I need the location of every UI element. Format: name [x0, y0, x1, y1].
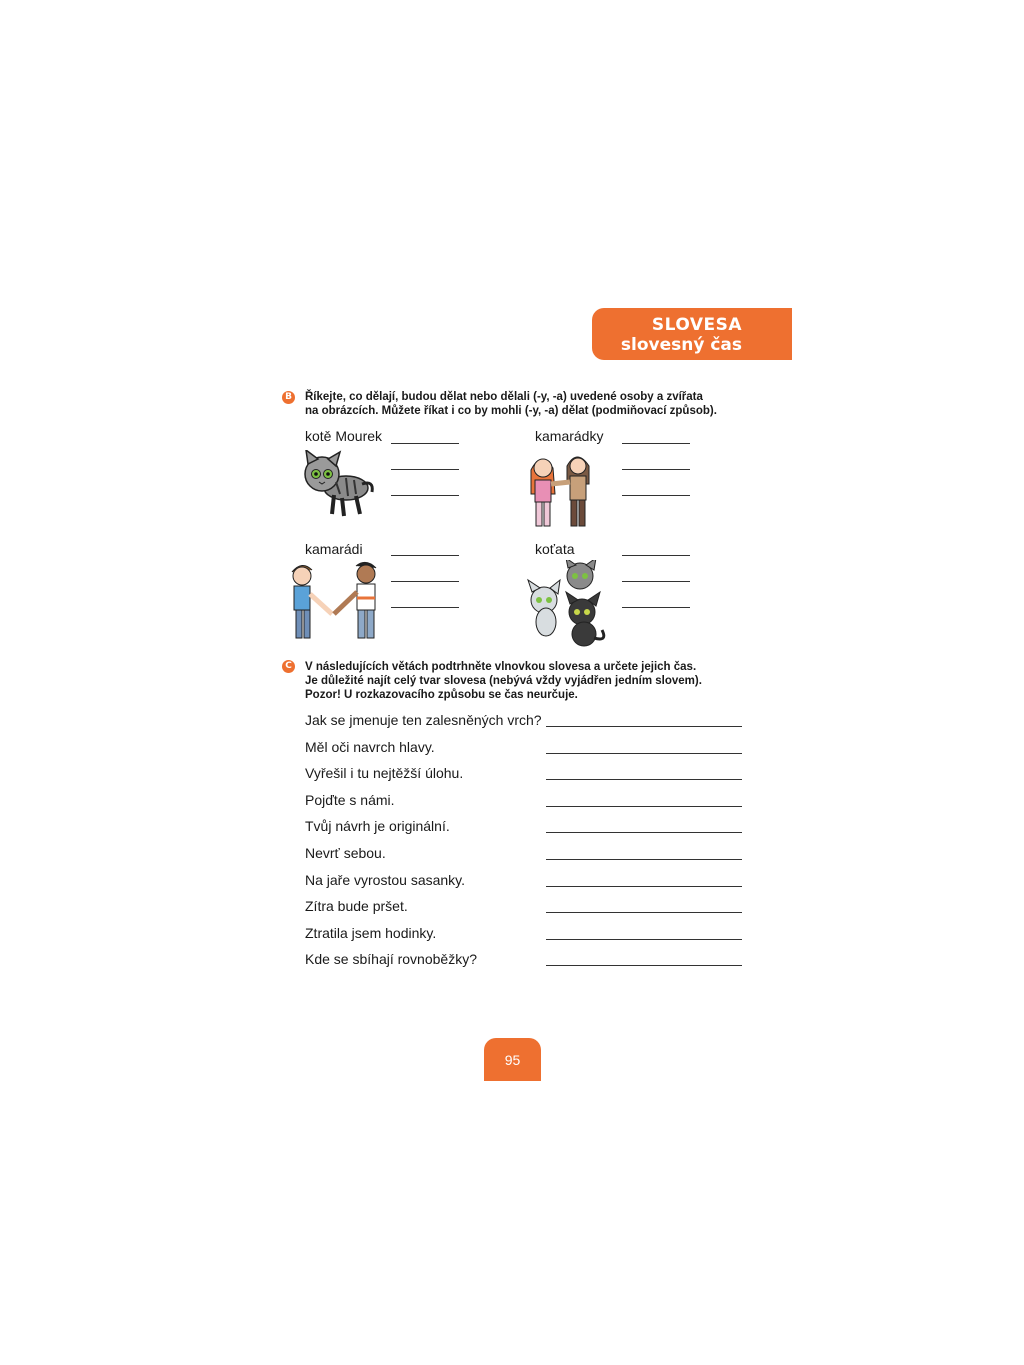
- answer-blank[interactable]: [622, 469, 690, 470]
- answer-blank[interactable]: [622, 607, 690, 608]
- answer-line[interactable]: [546, 939, 742, 940]
- sentence: Tvůj návrh je originální.: [305, 818, 450, 834]
- answer-blank[interactable]: [391, 469, 459, 470]
- boys-illustration: [286, 560, 382, 644]
- chapter-header: [592, 308, 792, 360]
- answer-blank[interactable]: [391, 495, 459, 496]
- sentence: Na jaře vyrostou sasanky.: [305, 872, 466, 888]
- answer-line[interactable]: [546, 965, 742, 966]
- answer-line[interactable]: [546, 806, 742, 807]
- answer-line[interactable]: [546, 859, 742, 860]
- item-label-kitten: kotě Mourek: [305, 428, 383, 444]
- instruction-line: Je důležité najít celý tvar slovesa (nebývá vždy vyjádřen jedním slovem).: [305, 675, 702, 687]
- item-label-boy-friends: kamarádi: [305, 541, 363, 557]
- sentence: Měl oči navrch hlavy.: [305, 739, 435, 755]
- answer-line[interactable]: [546, 886, 742, 887]
- chapter-title: SLOVESA: [651, 315, 742, 335]
- sentence: Kde se sbíhají rovnoběžky?: [305, 951, 477, 967]
- item-label-kittens: koťata: [535, 541, 575, 557]
- chapter-subtitle: slovesný čas: [620, 335, 742, 355]
- girls-illustration: [527, 452, 599, 530]
- answer-line[interactable]: [546, 912, 742, 913]
- answer-line[interactable]: [546, 753, 742, 754]
- sentence: Zítra bude pršet.: [305, 898, 408, 914]
- kitten-illustration: [296, 450, 378, 520]
- answer-blank[interactable]: [391, 607, 459, 608]
- section-c-instruction: [305, 660, 702, 702]
- instruction-line: Říkejte, co dělají, budou dělat nebo dělali (-y, -a) uvedené osoby a zvířata: [305, 391, 703, 403]
- answer-blank[interactable]: [391, 555, 459, 556]
- answer-blank[interactable]: [622, 555, 690, 556]
- instruction-line: V následujících větách podtrhněte vlnovkou slovesa a určete jejich čas.: [305, 661, 697, 673]
- sentence: Ztratila jsem hodinky.: [305, 925, 437, 941]
- answer-blank[interactable]: [391, 443, 459, 444]
- answer-line[interactable]: [546, 726, 742, 727]
- sentence: Nevrť sebou.: [305, 845, 386, 861]
- section-b-instruction: [305, 390, 717, 418]
- answer-line[interactable]: [546, 779, 742, 780]
- kittens-illustration: [522, 560, 610, 650]
- answer-line[interactable]: [546, 832, 742, 833]
- instruction-line: na obrázcích. Můžete říkat i co by mohli (-y, -a) dělat (podmiňovací způsob).: [305, 405, 717, 417]
- answer-blank[interactable]: [391, 581, 459, 582]
- page-number: 95: [484, 1038, 541, 1081]
- answer-blank[interactable]: [622, 495, 690, 496]
- sentence: Vyřešil i tu nejtěžší úlohu.: [305, 765, 464, 781]
- answer-blank[interactable]: [622, 581, 690, 582]
- sentence: Jak se jmenuje ten zalesněných vrch?: [305, 712, 542, 728]
- sentence: Pojďte s námi.: [305, 792, 395, 808]
- answer-blank[interactable]: [622, 443, 690, 444]
- instruction-line: Pozor! U rozkazovacího způsobu se čas neurčuje.: [305, 689, 578, 701]
- section-b-badge: B: [282, 391, 295, 404]
- item-label-girl-friends: kamarádky: [535, 428, 604, 444]
- section-c-badge: C: [282, 660, 295, 673]
